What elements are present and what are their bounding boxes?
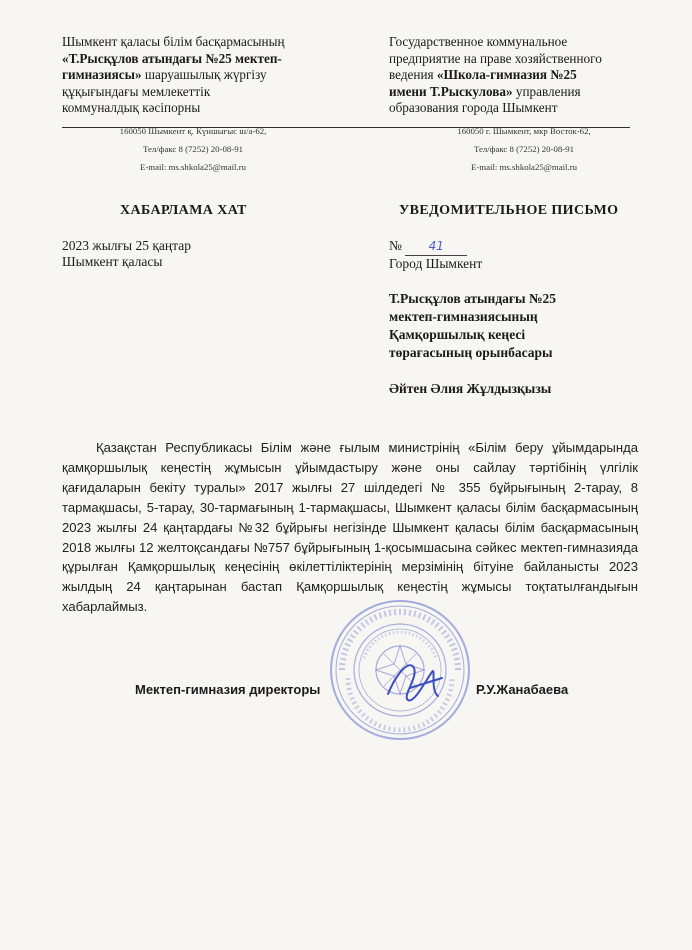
header-kz-line3-rest: шаруашылық жүргізу <box>141 67 267 83</box>
addressee-name: Әйтен Әлия Жұлдызқызы <box>389 381 552 396</box>
signatory-name: Р.У.Жанабаева <box>476 682 569 697</box>
contacts-ru-address: 160050 г. Шымкент, мкр Восток-62, <box>457 126 591 136</box>
header-ru-line1: Государственное коммунальное <box>389 34 568 49</box>
header-kz-line1: Шымкент қаласы білім басқармасының <box>62 34 285 49</box>
meta-right <box>389 238 482 271</box>
addressee-line4: төрағасының орынбасары <box>389 345 553 360</box>
addressee-line1: Т.Рысқұлов атындағы №25 <box>389 291 557 306</box>
header-kz <box>62 34 362 117</box>
number-label: № <box>389 238 402 253</box>
header-ru-line3-pre: ведения <box>389 67 437 83</box>
letter-number: 41 <box>428 239 444 253</box>
contacts-kz-address: 160050 Шымкент қ. Күншығыс ш/а-62, <box>119 126 267 136</box>
letter-date: 2023 жылғы 25 қаңтар <box>62 238 191 253</box>
header-kz-line3-bold: гимназиясы» <box>62 67 142 83</box>
contacts-kz-phone: Тел/факс 8 (7252) 20-08-91 <box>142 144 244 154</box>
title-ru: УВЕДОМИТЕЛЬНОЕ ПИСЬМО <box>399 203 619 218</box>
header-ru-line3-bold: «Школа-гимназия №25 <box>436 67 577 83</box>
header-kz-line2: «Т.Рысқұлов атындағы №25 мектеп- <box>62 50 282 66</box>
city-kz: Шымкент қаласы <box>62 253 163 269</box>
title-kz: ХАБАРЛАМА ХАТ <box>120 203 247 218</box>
contacts-kz-email: E-mail: ms.shkola25@mail.ru <box>139 162 247 172</box>
header-ru-line4-rest: управления <box>512 83 581 99</box>
header-ru-line4-bold: имени Т.Рыскулова» <box>389 83 513 99</box>
body-paragraph: Қазақстан Республикасы Білім және ғылым министрінің «Білім беру ұйымдарында қамқоршылық кеңестің жұмысын ұйымдастыру және оны сайлау тәртібінің үлгілік қағидаларын бекіту туралы» 2017 жылғы 27 шілдедегі № 355 бұйрығының 2-тарау, 8 тармақшасы, 5-тарау, 30-тармағының 1-тармақшасы, Шымкент қаласы білім басқармасының 2023 жылғы 24 қаңтардағы №32 бұйрығы негізінде Шымкент қаласы білім басқармасының 2018 жылғы 12 желтоқсандағы №757 бұйрығының 1-қосымшасына сәйкес мектеп-гимназияда құрылған Қамқоршылық кеңесінің өкілеттіліктерінің мерзімінің бітуіне байланысты 2023 жылдың 24 қаңтарынан бастап Қамқоршылық кеңестің жұмысы тоқтатылғандығын хабарлаймыз. <box>62 440 638 615</box>
header-ru <box>389 34 649 117</box>
city-ru: Город Шымкент <box>389 255 483 271</box>
handwritten-signature-icon <box>380 650 450 710</box>
contacts-ru <box>404 122 644 176</box>
contacts-ru-phone: Тел/факс 8 (7252) 20-08-91 <box>473 144 575 154</box>
header-kz-line5: коммуналдық кәсіпорны <box>62 100 201 116</box>
addressee <box>389 290 649 398</box>
contacts-kz <box>62 122 324 176</box>
addressee-line2: мектеп-гимназиясының <box>389 309 538 324</box>
number-field <box>405 238 467 256</box>
header-ru-line2: предприятие на праве хозяйственного <box>389 50 602 66</box>
contacts-ru-email: E-mail: ms.shkola25@mail.ru <box>470 162 578 172</box>
meta-left <box>62 238 191 269</box>
signatory-position: Мектеп-гимназия директоры <box>135 682 321 697</box>
header-kz-line4: құқығындағы мемлекеттік <box>62 83 211 99</box>
header-ru-line5: образования города Шымкент <box>389 100 558 116</box>
addressee-line3: Қамқоршылық кеңесі <box>389 327 526 342</box>
